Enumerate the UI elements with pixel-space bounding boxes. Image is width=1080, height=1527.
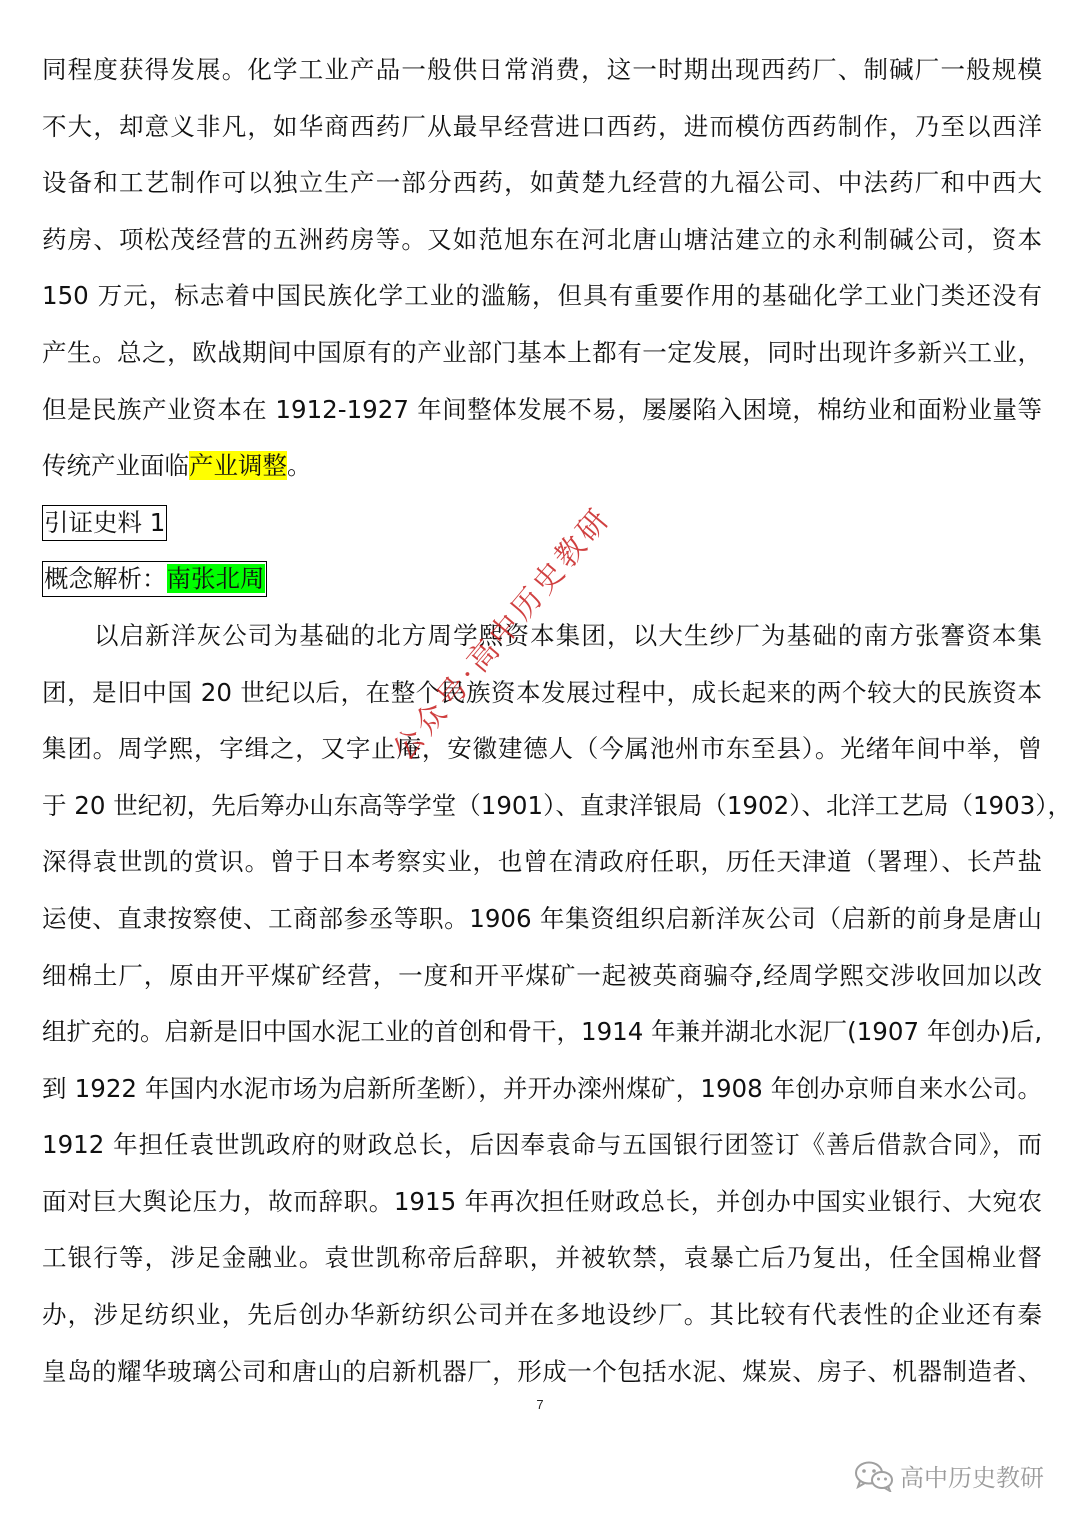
concept-term: 南张北周 (166, 564, 265, 594)
text-line: 但是民族产业资本在 1912-1927 年间整体发展不易，屡屡陷入困境，棉纺业和面粉业量等 (42, 394, 1042, 424)
text-segment: 传统产业面临 (42, 451, 189, 481)
text-line: 同程度获得发展。化学工业产品一般供日常消费，这一时期出现西药厂、制碱厂一般规模 (42, 55, 1042, 84)
text-line: 运使、直隶按察使、工商部参丞等职。1906 年集资组织启新洋灰公司（启新的前身是唐山 (42, 903, 1042, 933)
text-line: 产生。总之，欧战期间中国原有的产业部门基本上都有一定发展，同时出现许多新兴工业， (42, 337, 1042, 367)
text-line: 150 万元，标志着中国民族化学工业的滥觞，但具有重要作用的基础化学工业门类还没有 (42, 281, 1042, 311)
text-line: 到 1922 年国内水泥市场为启新所垄断），并开办滦州煤矿，1908 年创办京师自来水公司。 (42, 1073, 1042, 1103)
text-line: 团，是旧中国 20 世纪以后，在整个民族资本发展过程中，成长起来的两个较大的民族资本 (42, 677, 1042, 707)
text-line: 组扩充的。启新是旧中国水泥工业的首创和骨干，1914 年兼并湖北水泥厂(1907 年创办)后, (42, 1017, 1043, 1047)
source-name: 高中历史教研 (900, 1464, 1044, 1492)
concept-heading-row (42, 551, 1042, 608)
text-line: 深得袁世凯的赏识。曾于日本考察实业，也曾在清政府任职，历任天津道（署理）、长芦盐 (42, 847, 1042, 877)
text-line: 不大，却意义非凡，如华商西药厂从最早经营进口西药，进而模仿西药制作，乃至以西洋 (42, 111, 1042, 141)
text-line: 皇岛的耀华玻璃公司和唐山的启新机器厂，形成一个包括水泥、煤炭、房子、机器制造者、 (42, 1356, 1042, 1386)
evidence-heading-row (42, 495, 1042, 552)
source-watermark (854, 1458, 1044, 1493)
text-line: 面对巨大舆论压力，故而辞职。1915 年再次担任财政总长，并创办中国实业银行、大宛农 (42, 1186, 1042, 1216)
text-line-last (42, 438, 1042, 495)
wechat-icon (854, 1460, 894, 1492)
text-line: 1912 年担任袁世凯政府的财政总长，后因奉袁命与五国银行团签订《善后借款合同》，而 (42, 1130, 1042, 1160)
text-line: 工银行等，涉足金融业。袁世凯称帝后辞职，并被软禁，袁暴亡后乃复出，任全国棉业督 (42, 1243, 1042, 1273)
paragraph-zhou-xuexi (42, 608, 1073, 1400)
document-page (42, 42, 1073, 1400)
evidence-label: 引证史料 1 (42, 505, 167, 541)
text-line: 设备和工艺制作可以独立生产一部分西药，如黄楚九经营的九福公司、中法药厂和中西大 (42, 168, 1042, 198)
watermark-text: 公众号·高中历史教研 (386, 500, 619, 768)
text-line: 办，涉足纺织业，先后创办华新纺织公司并在多地设纱厂。其比较有代表性的企业还有秦 (42, 1300, 1042, 1330)
text-line: 以启新洋灰公司为基础的北方周学熙资本集团，以大生纱厂为基础的南方张謇资本集 (94, 620, 1042, 650)
text-segment: 。 (287, 451, 312, 481)
text-line: 细棉土厂，原由开平煤矿经营，一度和开平煤矿一起被英商骗夺,经周学熙交涉收回加以改 (42, 960, 1042, 990)
highlight-industry-adjustment: 产业调整 (189, 451, 287, 481)
concept-label-box (42, 561, 267, 597)
text-line: 药房、项松茂经营的五洲药房等。又如范旭东在河北唐山塘沽建立的永利制碱公司，资本 (42, 224, 1042, 254)
page-number: 7 (536, 1397, 544, 1412)
paragraph-industry-development (42, 42, 1042, 495)
text-line: 于 20 世纪初，先后筹办山东高等学堂（1901）、直隶洋银局（1902）、北洋工艺局（1903）， (42, 790, 1073, 820)
text-line: 集团。周学熙，字缉之，又字止庵，安徽建德人（今属池州市东至县）。光绪年间中举，曾 (42, 734, 1042, 764)
concept-label: 概念解析： (44, 564, 167, 594)
